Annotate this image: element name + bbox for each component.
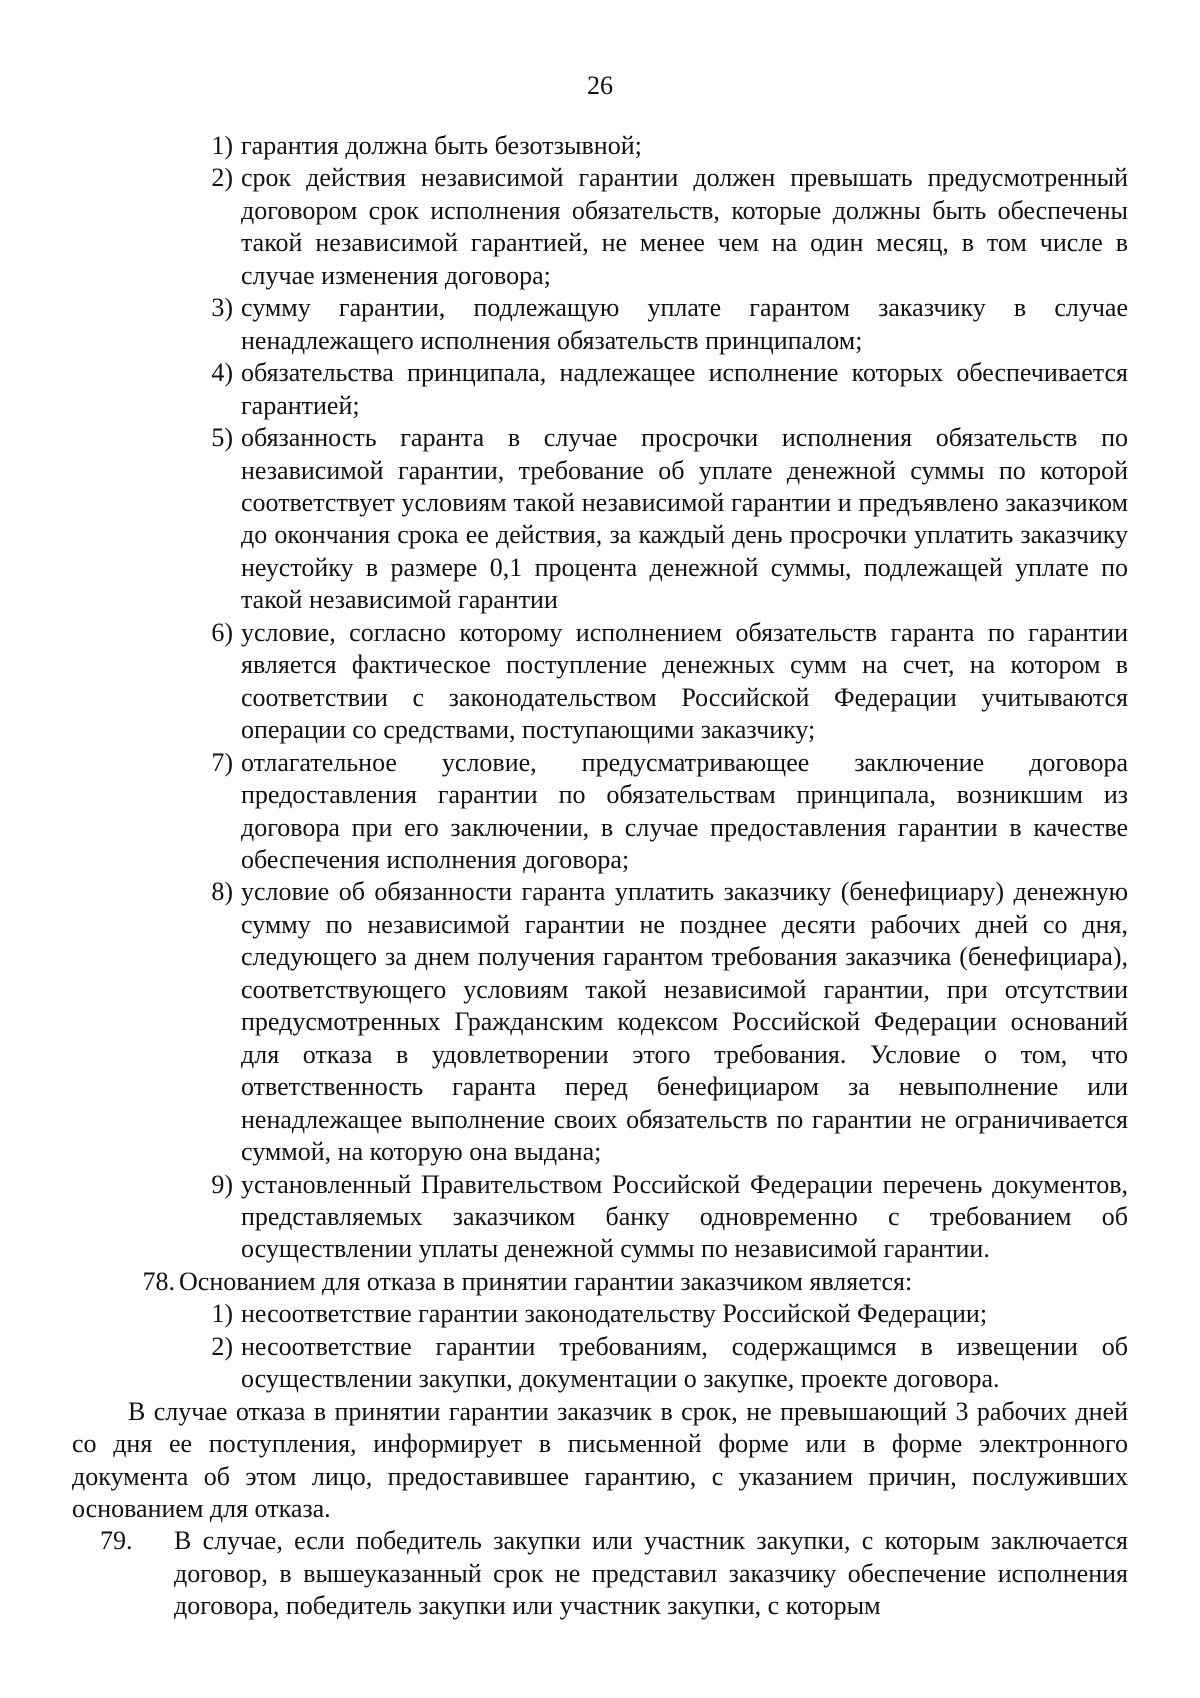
list-item xyxy=(72,292,1128,357)
list-item-text: обязанность гаранта в случае просрочки исполнения обязательств по независимой гарантии, требование об уплате денежной суммы по которой соответствует условиям такой независимой гарантии и предъявлено заказчиком до окончания срока ее действия, за каждый день просрочки уплатить заказчику неустойку в размере 0,1 процента денежной суммы, подлежащей уплате по такой независимой гарантии xyxy=(241,423,1128,615)
section-text: В случае, если победитель закупки или участник закупки, с которым заключается договор, в вышеуказанный срок не представил заказчику обеспечение исполнения договора, победитель закупки или участник закупки, с которым xyxy=(174,1526,1128,1621)
list-item-number: 1) xyxy=(211,1299,233,1329)
list-item-number: 7) xyxy=(211,747,233,777)
list-item xyxy=(72,422,1128,617)
list-item-text: гарантия должна быть безотзывной; xyxy=(241,131,642,160)
list-item-number: 6) xyxy=(211,617,233,647)
section-78-heading xyxy=(72,1266,1128,1298)
list-item-text: сумму гарантии, подлежащую уплате гарантом заказчику в случае ненадлежащего исполнения обязательств принципалом; xyxy=(241,293,1128,355)
list-item-text: срок действия независимой гарантии должен превышать предусмотренный договором срок исполнения обязательств, которые должны быть обеспечены такой независимой гарантией, не менее чем на один месяц, в том числе в случае изменения договора; xyxy=(241,163,1128,290)
list-item-number: 3) xyxy=(211,293,233,323)
list-item-number: 2) xyxy=(211,163,233,193)
list-item xyxy=(72,1169,1128,1266)
list-item-number: 2) xyxy=(211,1331,233,1361)
list-item xyxy=(72,617,1128,747)
list-item xyxy=(72,1298,1128,1330)
list-item-text: обязательства принципала, надлежащее исполнение которых обеспечивается гарантией; xyxy=(241,358,1128,420)
list-item-text: несоответствие гарантии требованиям, содержащимся в извещении об осуществлении закупки, документации о закупке, проекте договора. xyxy=(241,1331,1128,1394)
list-item xyxy=(72,357,1128,422)
list-item-text: установленный Правительством Российской Федерации перечень документов, представляемых заказчиком банку одновременно с требованием об осуществлении уплаты денежной суммы по независимой гарантии. xyxy=(241,1169,1128,1264)
list-item xyxy=(72,130,1128,162)
list-item-text: условие об обязанности гаранта уплатить заказчику (бенефициару) денежную сумму по независимой гарантии не позднее десяти рабочих дней со дня, следующего за днем получения гарантом требования заказчика (бенефициара), соответствующего условиям такой независимой гарантии, при отсутствии предусмотренных Гражданским кодексом Российской Федерации оснований для отказа в удовлетворении этого требования. Условие о том, что ответственность гаранта перед бенефициаром за невыполнение или ненадлежащее выполнение своих обязательств по гарантии не ограничивается суммой, на которую она выдана; xyxy=(241,877,1128,1167)
list-item xyxy=(72,1331,1128,1396)
section-text: Основанием для отказа в принятии гарантии заказчиком является: xyxy=(179,1266,913,1296)
list-item-text: несоответствие гарантии законодательству Российской Федерации; xyxy=(241,1299,988,1329)
list-item-number: 5) xyxy=(211,423,233,453)
list-item xyxy=(72,747,1128,877)
list-item xyxy=(72,876,1128,1168)
section-79-heading xyxy=(72,1525,1128,1622)
list-item-number: 1) xyxy=(211,131,233,160)
document-body xyxy=(72,130,1128,1623)
list-item xyxy=(72,162,1128,292)
paragraph-refusal: В случае отказа в принятии гарантии заказчик в срок, не превышающий 3 рабочих дней со дня ее поступления, информирует в письменной форме или в форме электронного документа об этом лицо, предоставившее гарантию, с указанием причин, послуживших основанием для отказа. xyxy=(72,1396,1128,1524)
list-item-number: 4) xyxy=(211,358,233,388)
section-number: 78. xyxy=(142,1266,175,1296)
page-number: 26 xyxy=(587,71,613,100)
list-item-number: 9) xyxy=(211,1169,233,1199)
list-item-text: условие, согласно которому исполнением обязательств гаранта по гарантии является фактическое поступление денежных сумм на счет, на котором в соответствии с законодательством Российской Федерации учитываются операции со средствами, поступающими заказчику; xyxy=(241,617,1128,745)
list-item-text: отлагательное условие, предусматривающее заключение договора предоставления гарантии по обязательствам принципала, возникшим из договора при его заключении, в случае предоставления гарантии в качестве обеспечения исполнения договора; xyxy=(241,747,1128,874)
list-item-number: 8) xyxy=(211,877,233,907)
section-number: 79. xyxy=(100,1526,133,1556)
